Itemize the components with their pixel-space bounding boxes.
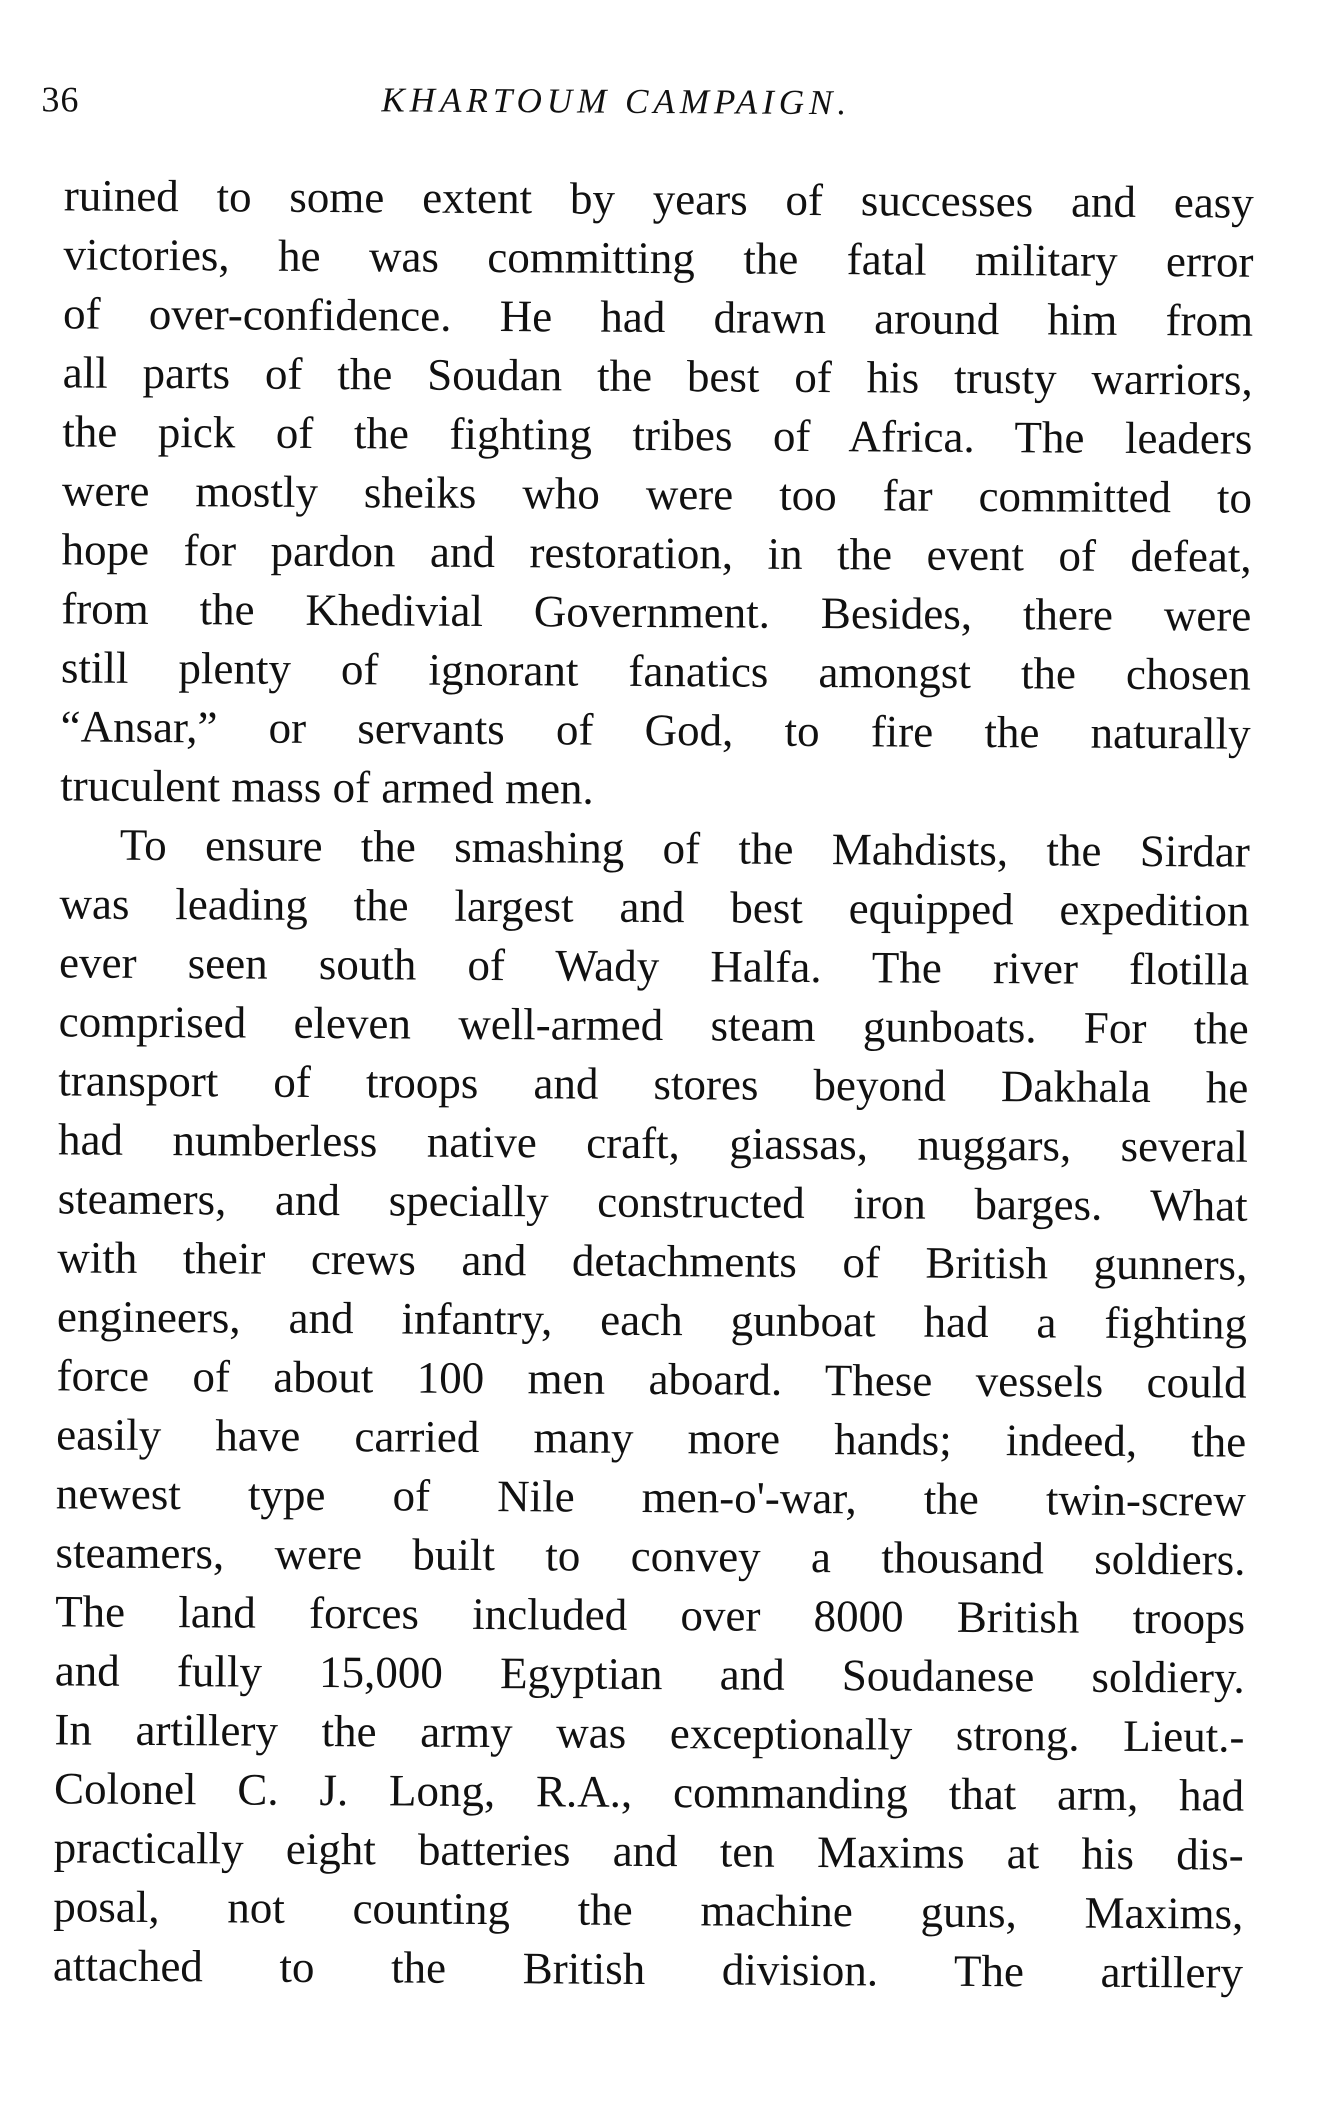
text-line: In artillery the army was exceptionally strong. Lieut.- bbox=[54, 1704, 1245, 1762]
text-line: with their crews and detachments of British gunners, bbox=[57, 1232, 1248, 1290]
text-line: The land forces included over 8000 British troops bbox=[55, 1586, 1246, 1644]
text-line: engineers, and infantry, each gunboat had a fighting bbox=[56, 1291, 1248, 1349]
text-line: the pick of the fighting tribes of Africa. The leaders bbox=[62, 406, 1253, 464]
text-line: still plenty of ignorant fanatics amongst the chosen bbox=[60, 642, 1252, 700]
paragraph bbox=[53, 815, 1250, 2002]
text-line: easily have carried many more hands; indeed, the bbox=[56, 1409, 1247, 1467]
text-line: all parts of the Soudan the best of his trusty warriors, bbox=[62, 347, 1253, 405]
page-header bbox=[41, 78, 1291, 146]
text-line: “Ansar,” or servants of God, to fire the naturally bbox=[60, 701, 1251, 759]
body-text bbox=[53, 166, 1254, 2002]
text-line: ruined to some extent by years of successes and easy bbox=[63, 170, 1254, 228]
text-line: was leading the largest and best equipped expedition bbox=[59, 878, 1250, 936]
text-line: To ensure the smashing of the Mahdists, the Sirdar bbox=[119, 819, 1250, 877]
text-line: attached to the British division. The artillery bbox=[52, 1940, 1244, 1998]
text-line: from the Khedivial Government. Besides, there were bbox=[61, 583, 1252, 641]
text-line: newest type of Nile men-o'-war, the twin-screw bbox=[55, 1468, 1247, 1526]
page-number: 36 bbox=[41, 79, 80, 120]
text-line: Colonel C. J. Long, R.A., commanding that arm, had bbox=[53, 1763, 1245, 1821]
text-line: force of about 100 men aboard. These vessels could bbox=[56, 1350, 1247, 1408]
text-line: truculent mass of armed men. bbox=[60, 760, 594, 814]
running-head: KHARTOUM CAMPAIGN. bbox=[381, 80, 852, 123]
text-line: comprised eleven well-armed steam gunboats. For the bbox=[58, 996, 1249, 1054]
text-line: posal, not counting the machine guns, Maxims, bbox=[53, 1881, 1244, 1939]
text-line: victories, he was committing the fatal military error bbox=[63, 229, 1254, 287]
text-line: transport of troops and stores beyond Dakhala he bbox=[58, 1055, 1249, 1113]
text-line: steamers, and specially constructed iron barges. What bbox=[57, 1173, 1248, 1231]
text-line: were mostly sheiks who were too far committed to bbox=[61, 465, 1253, 523]
text-line: steamers, were built to convey a thousand soldiers. bbox=[55, 1527, 1246, 1585]
paragraph bbox=[60, 166, 1254, 822]
text-line: ever seen south of Wady Halfa. The river flotilla bbox=[58, 937, 1250, 995]
text-line: and fully 15,000 Egyptian and Soudanese soldiery. bbox=[54, 1645, 1245, 1703]
text-line: practically eight batteries and ten Maxims at his dis- bbox=[53, 1822, 1244, 1880]
text-line: of over-confidence. He had drawn around him from bbox=[62, 288, 1254, 346]
text-line: had numberless native craft, giassas, nuggars, several bbox=[57, 1114, 1249, 1172]
text-line: hope for pardon and restoration, in the event of defeat, bbox=[61, 524, 1252, 582]
